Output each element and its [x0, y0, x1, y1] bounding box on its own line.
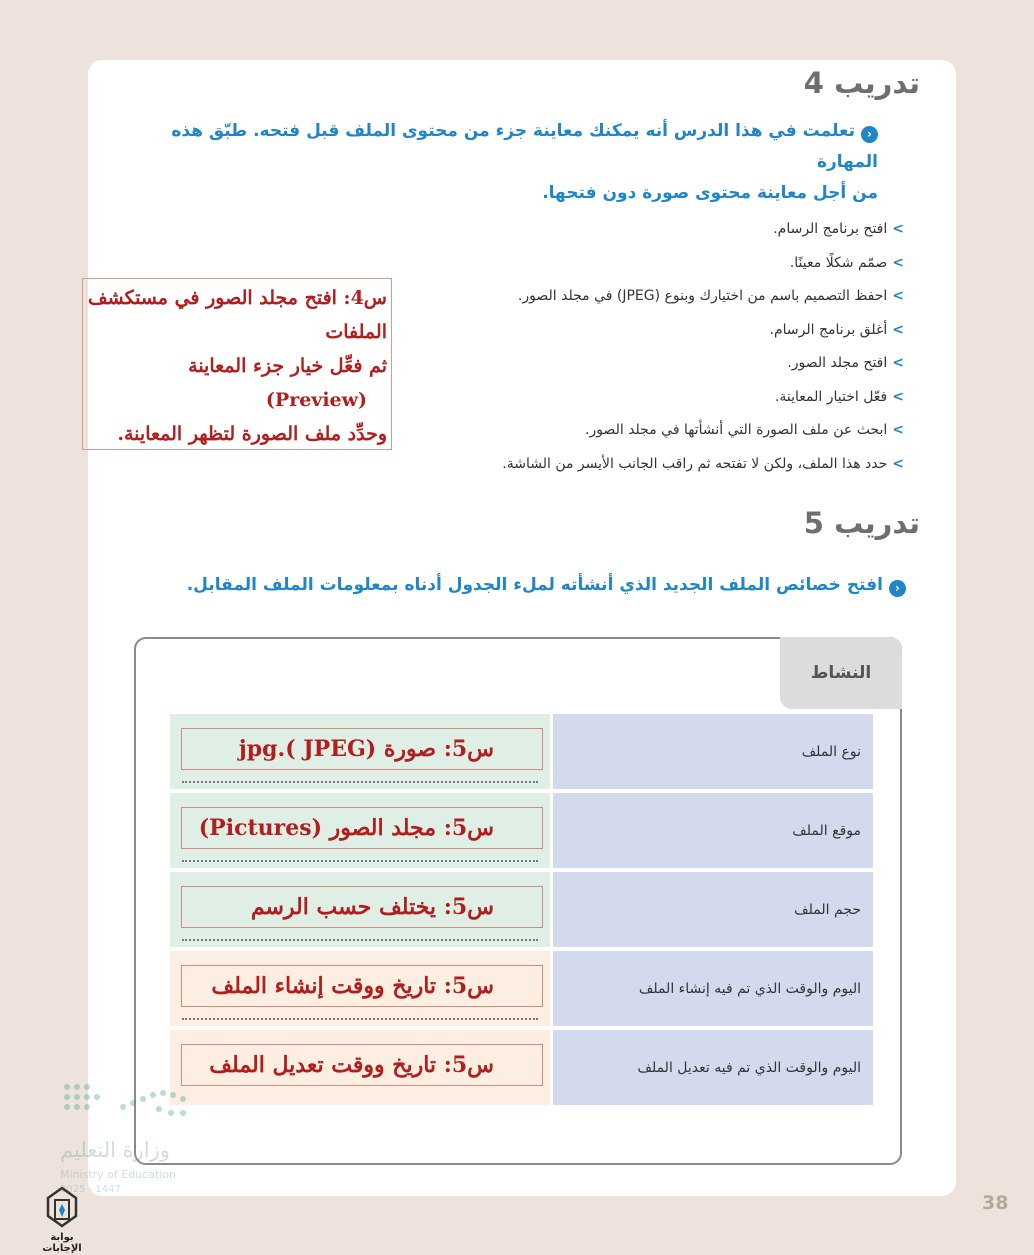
list-item: >افتح برنامج الرسام. [773, 221, 904, 237]
answer-line: (Preview) [265, 389, 367, 411]
ministry-watermark [60, 1080, 200, 1200]
list-item: >افتح مجلد الصور. [787, 355, 904, 371]
logo-text: بوابة الإجابات [42, 1232, 82, 1254]
row-label-file-size: حجم الملف [553, 872, 873, 947]
chevron-icon: > [892, 221, 904, 237]
training5-heading: تدريب 5 [803, 506, 920, 540]
dotted-line [182, 781, 538, 783]
row-label-modified: اليوم والوقت الذي تم فيه تعديل الملف [553, 1030, 873, 1105]
dotted-line [182, 1018, 538, 1020]
list-item: >فعّل اختيار المعاينة. [774, 388, 904, 405]
watermark-english: Ministry of Education [60, 1168, 177, 1181]
answer-cell [170, 872, 550, 947]
answer-box: س5: تاريخ ووقت إنشاء الملف [181, 965, 543, 1007]
answer-box: س5: مجلد الصور (Pictures) [181, 807, 543, 849]
answer-cell [170, 714, 550, 789]
answer-line: ثم فعِّل خيار جزء المعاينة [188, 355, 387, 377]
chevron-icon: > [892, 455, 904, 472]
watermark-year: 2025 - 1447 [60, 1184, 121, 1195]
list-item: >ابحث عن ملف الصورة التي أنشأتها في مجلد الصور. [585, 422, 904, 438]
chevron-icon: > [892, 355, 904, 371]
row-label-file-type: نوع الملف [553, 714, 873, 789]
training4-heading: تدريب 4 [803, 66, 920, 100]
dotted-line [182, 939, 538, 941]
answer-cell [170, 793, 550, 868]
list-item: >حدد هذا الملف، ولكن لا تفتحه ثم راقب الجانب الأيسر من الشاشة. [502, 455, 904, 472]
answer-box: س5: يختلف حسب الرسم [181, 886, 543, 928]
answer-box-q4 [82, 278, 392, 450]
page-number: 38 [982, 1192, 1009, 1214]
answer-cell [170, 1030, 550, 1105]
answer-line: س4: افتح مجلد الصور في مستكشف [87, 287, 387, 309]
instruction-line-1: تعلمت في هذا الدرس أنه يمكنك معاينة جزء من محتوى الملف قبل فتحه. طبّق هذه المهارة [171, 121, 878, 172]
dotted-line [182, 860, 538, 862]
list-item: >احفظ التصميم باسم من اختيارك وبنوع (JPEG) في مجلد الصور. [517, 288, 904, 304]
list-item: >صمّم شكلًا معينًا. [789, 254, 904, 271]
activity-tab: النشاط [780, 637, 902, 709]
chevron-bullet-icon: ‹ [861, 126, 878, 143]
answer-line: وحدِّد ملف الصورة لتظهر المعاينة. [117, 423, 387, 445]
chevron-icon: > [892, 254, 904, 271]
answers-portal-logo [30, 1186, 94, 1254]
training5-instruction: ‹افتح خصائص الملف الجديد الذي أنشأته لملء الجدول أدناه بمعلومات الملف المقابل. [146, 570, 906, 601]
chevron-icon: > [892, 422, 904, 438]
row-label-file-location: موقع الملف [553, 793, 873, 868]
chevron-icon: > [892, 388, 904, 405]
chevron-bullet-icon: ‹ [889, 580, 906, 597]
instruction-line-2: من أجل معاينة محتوى صورة دون فتحها. [542, 183, 878, 203]
list-item: >أغلق برنامج الرسام. [769, 321, 904, 338]
steps-list [502, 213, 904, 481]
row-label-created: اليوم والوقت الذي تم فيه إنشاء الملف [553, 951, 873, 1026]
chevron-icon: > [892, 321, 904, 338]
pen-badge-icon [42, 1186, 82, 1230]
answer-box: س5: صورة (JPEG ).jpg [181, 728, 543, 770]
answer-box: س5: تاريخ ووقت تعديل الملف [181, 1044, 543, 1086]
answer-cell [170, 951, 550, 1026]
watermark-arabic: وزارة التعليم [60, 1138, 170, 1162]
chevron-icon: > [892, 288, 904, 304]
answer-line: الملفات [325, 321, 387, 343]
training4-instruction [118, 116, 878, 209]
